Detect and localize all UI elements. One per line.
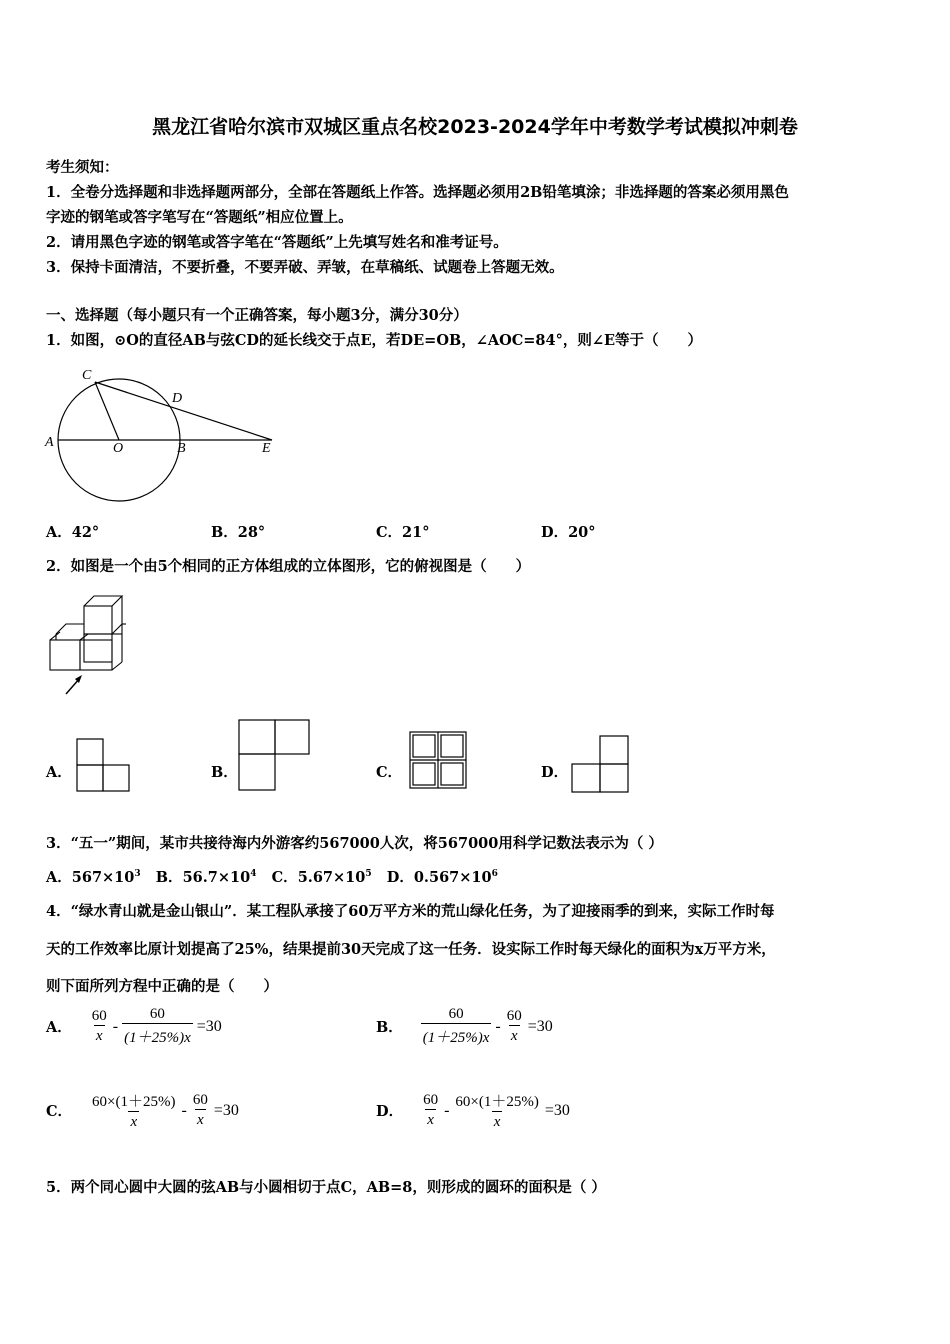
q4-option-c: C． $\frac{60\times(1+25\%)}{x}$ - $\frac{60}{x}$ =30 [46,1092,239,1130]
q1-option-a: A．42° [46,524,100,541]
q1-option-b: B．28° [211,524,266,541]
q4-option-d: D． $\frac{60}{x}$ - $\frac{60\times(1+25\%)}{x}$ =30 [376,1092,570,1130]
notice-heading: 考生须知： [46,159,119,176]
point-label-d: D [172,391,183,406]
question-4-stem: 则下面所列方程中正确的是（ ） [46,978,278,995]
q3-options [46,866,498,887]
q1-option-c: C．21° [376,524,430,541]
q4-option-a: A． $\frac{60}{x}$ - $\frac{60}{(1+25\%)x}$ =30 [46,1006,222,1046]
q2-option-d-figure [570,734,632,796]
q2-option-d-label: D． [541,764,569,781]
q2-option-b-figure [237,718,313,794]
question-5-stem: 5．两个同心圆中大圆的弦AB与小圆相切于点C，AB=8，则形成的圆环的面积是（ ） [46,1179,606,1196]
notice-item: 3．保持卡面清洁，不要折叠，不要弄破、弄皱，在草稿纸、试题卷上答题无效。 [46,259,564,276]
q1-option-d: D．20° [541,524,596,541]
q2-option-a-figure [76,738,132,794]
q3-option-b: B．$56.7\times 10^4$ [155,869,257,886]
question-4-stem: 天的工作效率比原计划提高了25%，结果提前30天完成了这一任务．设实际工作时每天绿化的面积为x万平方米， [46,941,776,958]
q3-option-a: A．$567\times 10^3$ [46,869,141,886]
notice-item: 字迹的钢笔或答字笔写在“答题纸”相应位置上。 [46,209,353,226]
notice-item: 1．全卷分选择题和非选择题两部分，全部在答题纸上作答。选择题必须用2B铅笔填涂；非选择题的答案必须用黑色 [46,184,789,201]
q2-option-b-label: B． [211,764,238,781]
point-label-c: C [82,368,92,383]
q3-option-d: D．$0.567\times 10^6$ [386,869,498,886]
notice-item: 2．请用黑色字迹的钢笔或答字笔在“答题纸”上先填写姓名和准考证号。 [46,234,508,251]
point-label-a: A [45,435,54,450]
question-4-stem: 4．“绿水青山就是金山银山”．某工程队承接了60万平方米的荒山绿化任务，为了迎接雨季的到来，实际工作时每 [46,903,775,920]
q2-option-c-label: C． [376,764,403,781]
q3-option-c: C．$5.67\times 10^5$ [271,869,372,886]
q2-option-a-label: A． [46,764,72,781]
question-1-stem: 1．如图，⊙O的直径AB与弦CD的延长线交于点E，若DE=OB，∠AOC=84°，则∠E等于（ ） [46,332,703,349]
section-heading: 一、选择题（每小题只有一个正确答案，每小题3分，满分30分） [46,307,468,324]
q2-option-c-figure [408,730,470,792]
q1-circle-figure [40,362,290,502]
question-3-stem: 3．“五一”期间，某市共接待海内外游客约567000人次，将567000用科学记数法表示为（ ） [46,835,663,852]
point-label-o: O [113,441,124,456]
q2-cubes-figure [44,592,134,704]
question-2-stem: 2．如图是一个由5个相同的正方体组成的立体图形，它的俯视图是（ ） [46,558,531,575]
page-title: 黑龙江省哈尔滨市双城区重点名校2023-2024学年中考数学考试模拟冲刺卷 [152,116,798,138]
q4-option-b: B． $\frac{60}{(1+25\%)x}$ - $\frac{60}{x}$ =30 [376,1006,553,1046]
point-label-b: B [177,441,186,456]
point-label-e: E [262,441,271,456]
